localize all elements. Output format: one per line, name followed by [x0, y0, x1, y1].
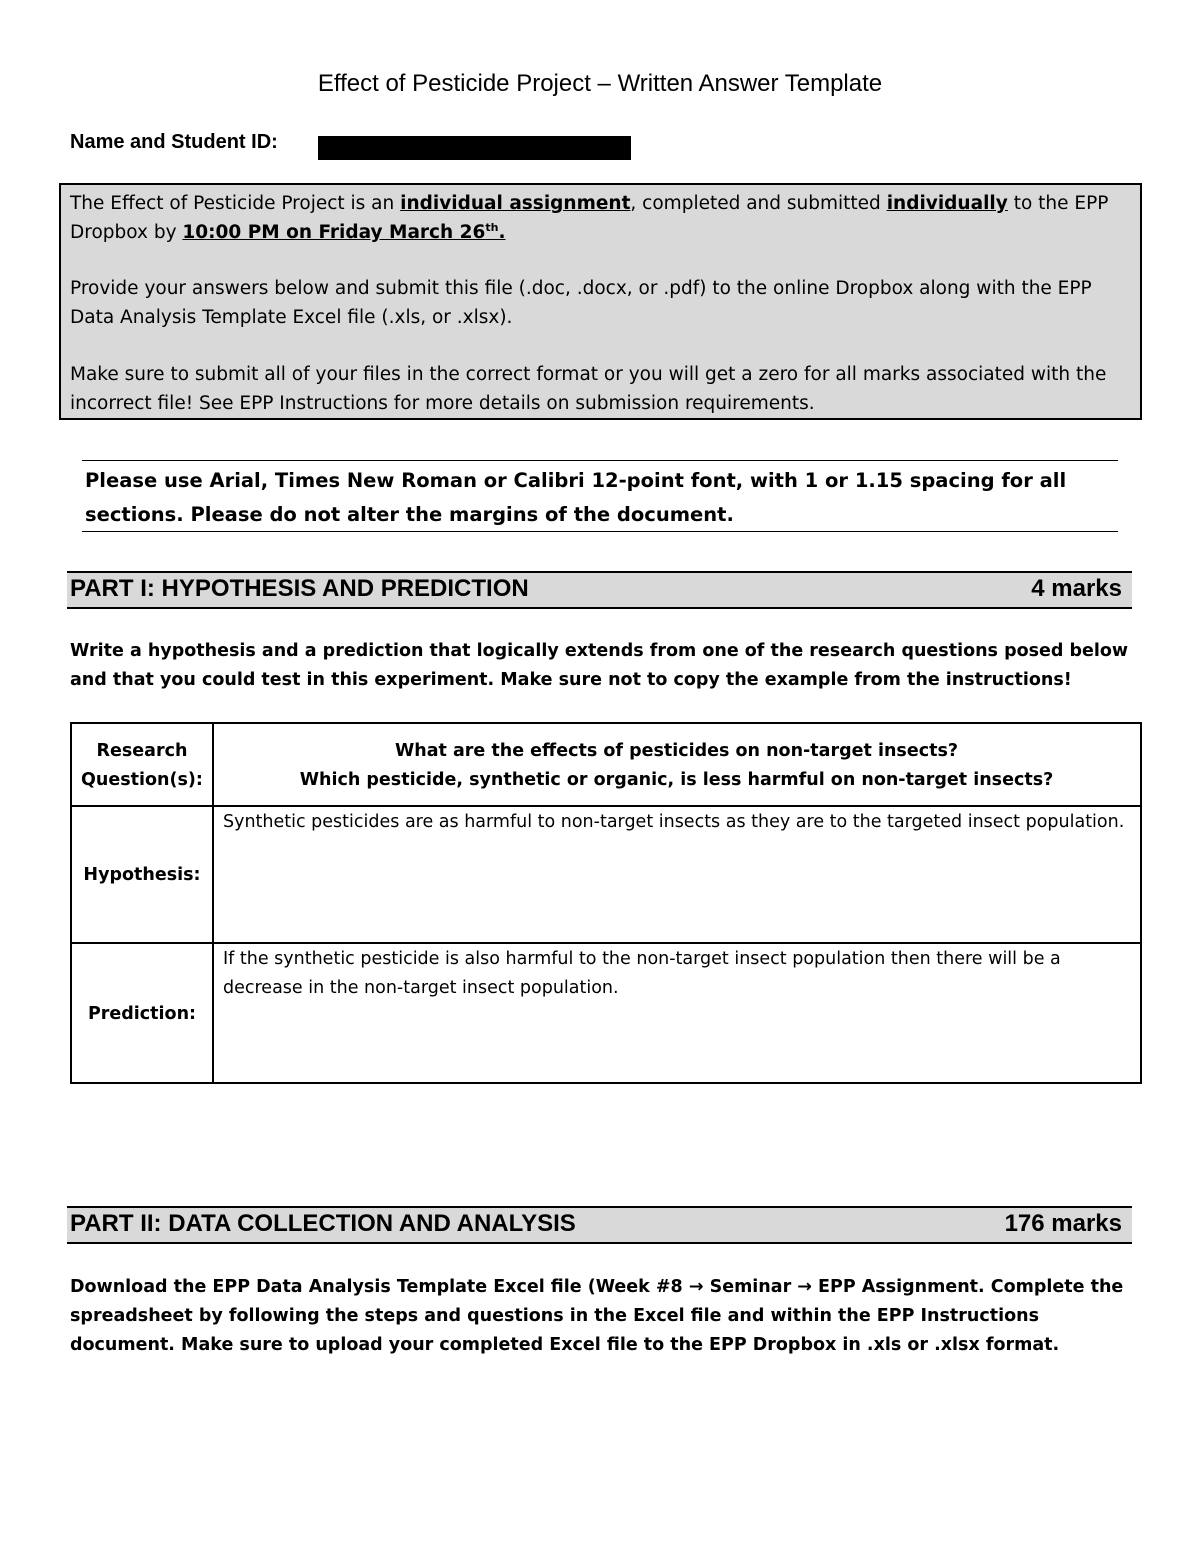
- prediction-label: Prediction:: [87, 1004, 197, 1024]
- part1-marks: 4 marks: [1031, 575, 1122, 602]
- hypothesis-table: [70, 722, 1142, 1084]
- prediction-answer: If the synthetic pesticide is also harmful to the non-target insect population then there will be a decrease in the non-target insect population.: [223, 949, 1061, 998]
- font-requirements-text: Please use Arial, Times New Roman or Calibri 12-point font, with 1 or 1.15 spacing for all sections. Please do not alter the margins of the document.: [85, 469, 1067, 526]
- part2-marks: 176 marks: [1004, 1210, 1122, 1237]
- part1-instructions: Write a hypothesis and a prediction that logically extends from one of the research questions posed below and that you could test in this experiment. Make sure not to copy the example from the instructions!: [70, 641, 1129, 690]
- research-questions: What are the effects of pesticides on non-target insects? Which pesticide, synthetic or organic, is less harmful on non-target insects?: [299, 741, 1054, 790]
- hypothesis-answer: Synthetic pesticides are as harmful to non-target insects as they are to the targeted insect population.: [223, 812, 1125, 832]
- research-question-label: Research Question(s):: [81, 741, 203, 790]
- part1-heading: PART I: HYPOTHESIS AND PREDICTION: [70, 575, 529, 602]
- part2-heading: PART II: DATA COLLECTION AND ANALYSIS: [70, 1210, 576, 1237]
- table-row-divider: [72, 942, 1140, 944]
- notice-paragraph-2: Provide your answers below and submit this file (.doc, .docx, or .pdf) to the online Dropbox along with the EPP Data Analysis Template Excel file (.xls, or .xlsx).: [70, 278, 1092, 328]
- notice-paragraph-1: The Effect of Pesticide Project is an individual assignment, completed and submitted individually to the EPP Dropbox by 10:00 PM on Friday March 26th.: [70, 193, 1109, 243]
- name-id-label: Name and Student ID:: [70, 131, 278, 153]
- redacted-name-bar: [318, 136, 631, 160]
- submission-notice-box: [59, 183, 1142, 420]
- hypothesis-label: Hypothesis:: [83, 865, 201, 885]
- part2-heading-bar: [67, 1206, 1132, 1244]
- part1-heading-bar: [67, 571, 1132, 609]
- arrow-right-icon: →: [688, 1277, 704, 1297]
- notice-paragraph-3: Make sure to submit all of your files in the correct format or you will get a zero for all marks associated with the incorrect file! See EPP Instructions for more details on submission requirements.: [70, 364, 1107, 414]
- table-row-divider: [72, 805, 1140, 807]
- arrow-right-icon: →: [797, 1277, 812, 1297]
- document-title: Effect of Pesticide Project – Written Answer Template: [317, 70, 883, 97]
- part2-instructions: Download the EPP Data Analysis Template Excel file (Week #8 → Seminar → EPP Assignment. Complete the spreadsheet by following the steps and questions in the Excel file and within the EPP Instructions document. Make sure to upload your completed Excel file to the EPP Dropbox in .xls or .xlsx format.: [70, 1277, 1124, 1355]
- font-requirements-box: [82, 460, 1118, 532]
